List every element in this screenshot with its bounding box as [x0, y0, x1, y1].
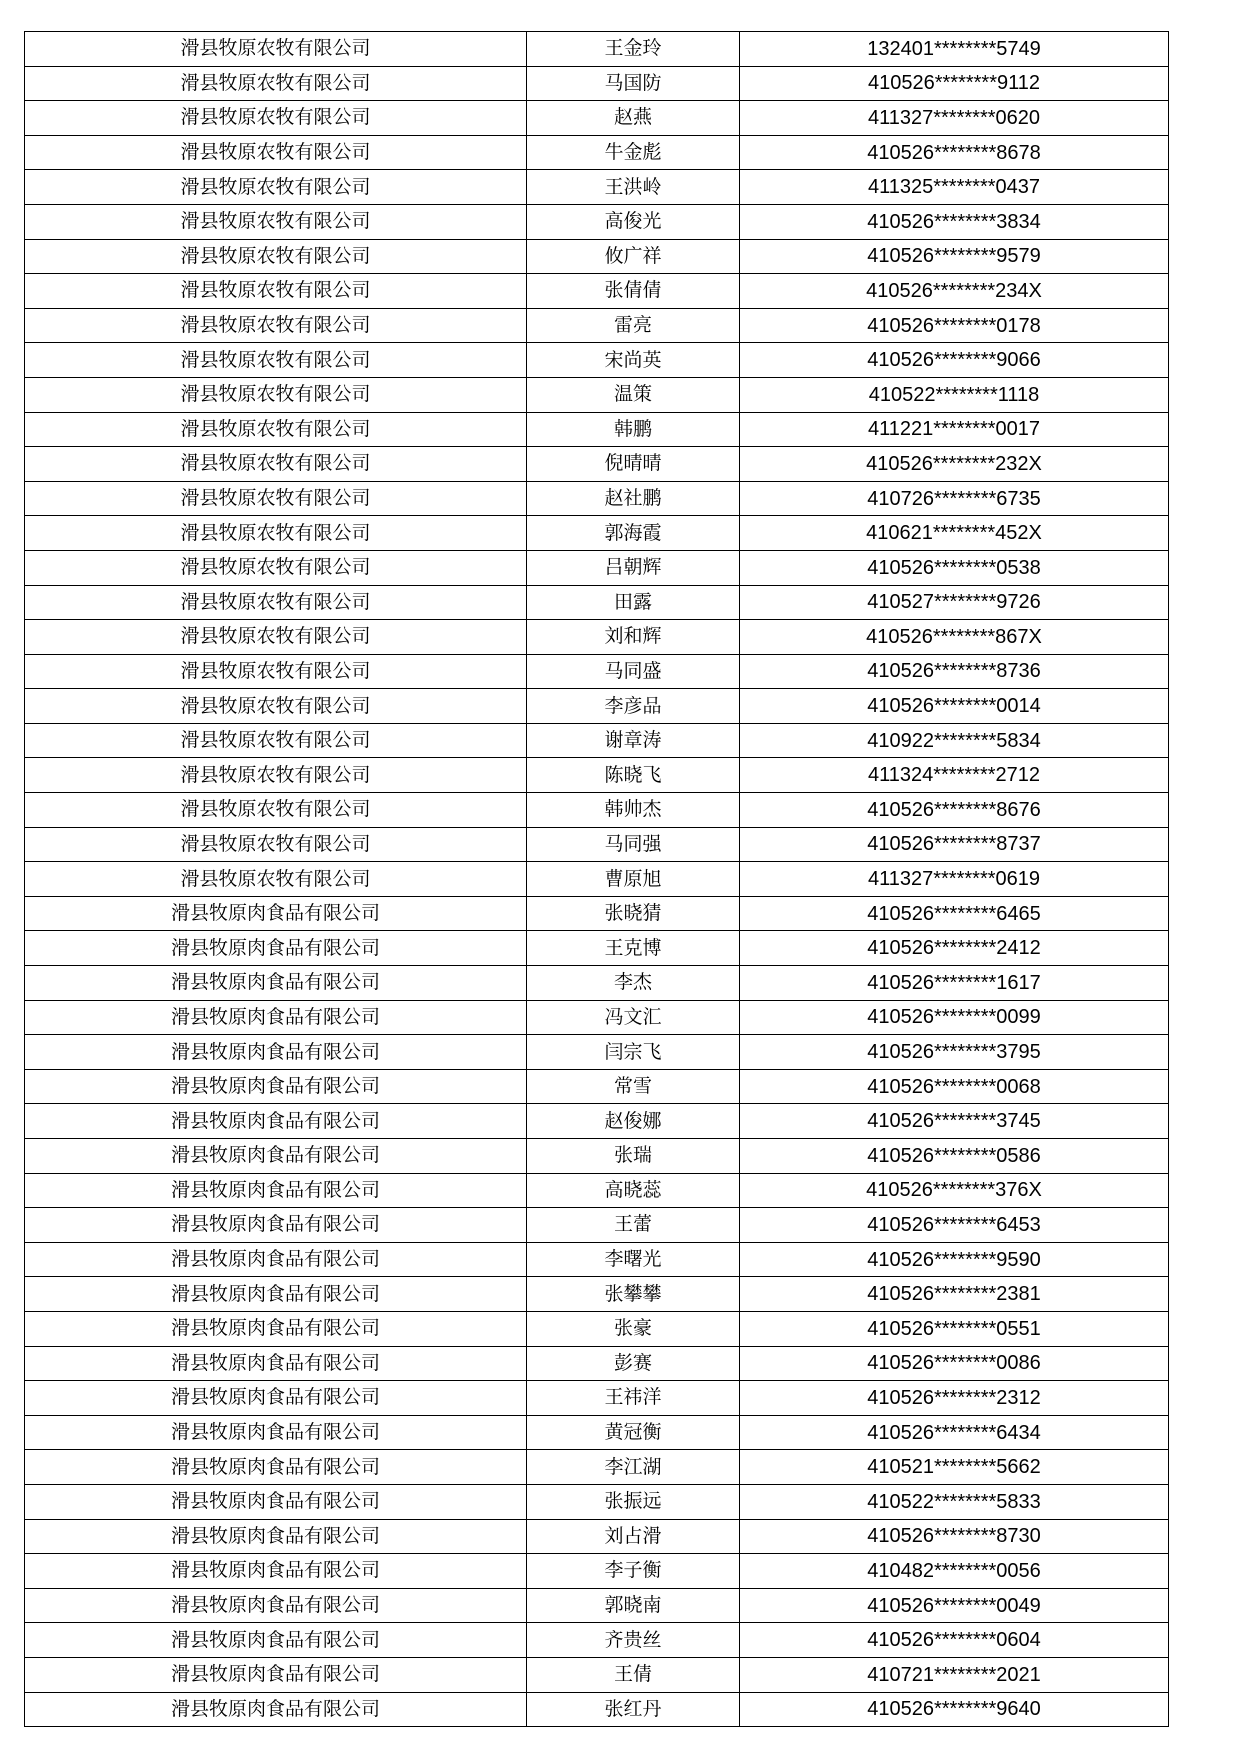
- table-row: [25, 966, 1169, 1001]
- name-cell: 张攀攀: [527, 1277, 740, 1312]
- table-row: [25, 1069, 1169, 1104]
- company-cell: 滑县牧原农牧有限公司: [25, 620, 527, 655]
- company-cell: 滑县牧原肉食品有限公司: [25, 1484, 527, 1519]
- company-cell: 滑县牧原肉食品有限公司: [25, 1519, 527, 1554]
- company-cell: 滑县牧原农牧有限公司: [25, 793, 527, 828]
- name-cell: 高晓蕊: [527, 1173, 740, 1208]
- id-number-cell: 411325********0437: [740, 170, 1169, 205]
- id-number-cell: 410526********0014: [740, 689, 1169, 724]
- id-number-cell: 132401********5749: [740, 32, 1169, 67]
- id-number-cell: 410522********1118: [740, 377, 1169, 412]
- company-cell: 滑县牧原农牧有限公司: [25, 239, 527, 274]
- table-row: [25, 1623, 1169, 1658]
- name-cell: 赵社鹏: [527, 481, 740, 516]
- name-cell: 常雪: [527, 1069, 740, 1104]
- name-cell: 王倩: [527, 1657, 740, 1692]
- table-row: [25, 481, 1169, 516]
- id-number-cell: 410526********8736: [740, 654, 1169, 689]
- id-number-cell: 410526********9640: [740, 1692, 1169, 1727]
- company-cell: 滑县牧原肉食品有限公司: [25, 1381, 527, 1416]
- id-number-cell: 411327********0619: [740, 862, 1169, 897]
- id-number-cell: 410526********2312: [740, 1381, 1169, 1416]
- name-cell: 韩鹏: [527, 412, 740, 447]
- company-cell: 滑县牧原农牧有限公司: [25, 204, 527, 239]
- name-cell: 牛金彪: [527, 135, 740, 170]
- table-row: [25, 343, 1169, 378]
- name-cell: 倪晴晴: [527, 447, 740, 482]
- name-cell: 冯文汇: [527, 1000, 740, 1035]
- id-number-cell: 410526********9579: [740, 239, 1169, 274]
- name-cell: 张豪: [527, 1311, 740, 1346]
- name-cell: 张红丹: [527, 1692, 740, 1727]
- id-number-cell: 410526********2412: [740, 931, 1169, 966]
- name-cell: 马同强: [527, 827, 740, 862]
- table-row: [25, 1208, 1169, 1243]
- id-number-cell: 410526********2381: [740, 1277, 1169, 1312]
- company-cell: 滑县牧原农牧有限公司: [25, 447, 527, 482]
- company-cell: 滑县牧原肉食品有限公司: [25, 1208, 527, 1243]
- company-cell: 滑县牧原农牧有限公司: [25, 516, 527, 551]
- name-cell: 高俊光: [527, 204, 740, 239]
- company-cell: 滑县牧原肉食品有限公司: [25, 966, 527, 1001]
- id-number-cell: 410922********5834: [740, 723, 1169, 758]
- table-row: [25, 1588, 1169, 1623]
- company-cell: 滑县牧原肉食品有限公司: [25, 1035, 527, 1070]
- table-row: [25, 239, 1169, 274]
- company-cell: 滑县牧原肉食品有限公司: [25, 1623, 527, 1658]
- table-row: [25, 1346, 1169, 1381]
- company-cell: 滑县牧原肉食品有限公司: [25, 896, 527, 931]
- table-row: [25, 862, 1169, 897]
- name-cell: 闫宗飞: [527, 1035, 740, 1070]
- table-row: [25, 412, 1169, 447]
- name-cell: 李彦品: [527, 689, 740, 724]
- table-row: [25, 1554, 1169, 1589]
- id-number-cell: 411324********2712: [740, 758, 1169, 793]
- company-cell: 滑县牧原肉食品有限公司: [25, 1588, 527, 1623]
- id-number-cell: 410526********867X: [740, 620, 1169, 655]
- table-row: [25, 758, 1169, 793]
- table-row: [25, 447, 1169, 482]
- id-number-cell: 410721********2021: [740, 1657, 1169, 1692]
- table-row: [25, 204, 1169, 239]
- name-cell: 张瑞: [527, 1139, 740, 1174]
- name-cell: 宋尚英: [527, 343, 740, 378]
- table-row: [25, 723, 1169, 758]
- employee-table-body: [25, 32, 1169, 1727]
- table-row: [25, 1381, 1169, 1416]
- name-cell: 攸广祥: [527, 239, 740, 274]
- company-cell: 滑县牧原农牧有限公司: [25, 654, 527, 689]
- name-cell: 谢章涛: [527, 723, 740, 758]
- company-cell: 滑县牧原农牧有限公司: [25, 32, 527, 67]
- company-cell: 滑县牧原肉食品有限公司: [25, 1242, 527, 1277]
- name-cell: 王金玲: [527, 32, 740, 67]
- table-row: [25, 793, 1169, 828]
- name-cell: 陈晓飞: [527, 758, 740, 793]
- company-cell: 滑县牧原肉食品有限公司: [25, 1311, 527, 1346]
- table-row: [25, 32, 1169, 67]
- name-cell: 张振远: [527, 1484, 740, 1519]
- id-number-cell: 410526********8678: [740, 135, 1169, 170]
- name-cell: 赵俊娜: [527, 1104, 740, 1139]
- company-cell: 滑县牧原肉食品有限公司: [25, 1657, 527, 1692]
- name-cell: 赵燕: [527, 101, 740, 136]
- company-cell: 滑县牧原农牧有限公司: [25, 585, 527, 620]
- name-cell: 齐贵丝: [527, 1623, 740, 1658]
- company-cell: 滑县牧原肉食品有限公司: [25, 1277, 527, 1312]
- company-cell: 滑县牧原农牧有限公司: [25, 170, 527, 205]
- table-row: [25, 101, 1169, 136]
- name-cell: 曹原旭: [527, 862, 740, 897]
- name-cell: 彭赛: [527, 1346, 740, 1381]
- company-cell: 滑县牧原肉食品有限公司: [25, 1069, 527, 1104]
- company-cell: 滑县牧原肉食品有限公司: [25, 1692, 527, 1727]
- name-cell: 刘和辉: [527, 620, 740, 655]
- table-row: [25, 931, 1169, 966]
- name-cell: 田露: [527, 585, 740, 620]
- id-number-cell: 410621********452X: [740, 516, 1169, 551]
- id-number-cell: 410526********0586: [740, 1139, 1169, 1174]
- name-cell: 郭海霞: [527, 516, 740, 551]
- name-cell: 温策: [527, 377, 740, 412]
- company-cell: 滑县牧原肉食品有限公司: [25, 1346, 527, 1381]
- name-cell: 郭晓南: [527, 1588, 740, 1623]
- table-row: [25, 135, 1169, 170]
- table-row: [25, 1173, 1169, 1208]
- id-number-cell: 410526********376X: [740, 1173, 1169, 1208]
- table-row: [25, 620, 1169, 655]
- id-number-cell: 410526********0178: [740, 308, 1169, 343]
- id-number-cell: 410526********3745: [740, 1104, 1169, 1139]
- table-row: [25, 1484, 1169, 1519]
- id-number-cell: 410526********232X: [740, 447, 1169, 482]
- company-cell: 滑县牧原肉食品有限公司: [25, 1554, 527, 1589]
- id-number-cell: 410526********234X: [740, 274, 1169, 309]
- name-cell: 刘占滑: [527, 1519, 740, 1554]
- id-number-cell: 410526********9066: [740, 343, 1169, 378]
- company-cell: 滑县牧原农牧有限公司: [25, 550, 527, 585]
- company-cell: 滑县牧原农牧有限公司: [25, 135, 527, 170]
- name-cell: 李子衡: [527, 1554, 740, 1589]
- id-number-cell: 411221********0017: [740, 412, 1169, 447]
- company-cell: 滑县牧原农牧有限公司: [25, 66, 527, 101]
- table-row: [25, 1657, 1169, 1692]
- name-cell: 张倩倩: [527, 274, 740, 309]
- id-number-cell: 410526********8730: [740, 1519, 1169, 1554]
- id-number-cell: 410526********0604: [740, 1623, 1169, 1658]
- company-cell: 滑县牧原肉食品有限公司: [25, 931, 527, 966]
- id-number-cell: 410526********6453: [740, 1208, 1169, 1243]
- company-cell: 滑县牧原农牧有限公司: [25, 758, 527, 793]
- company-cell: 滑县牧原农牧有限公司: [25, 101, 527, 136]
- id-number-cell: 410527********9726: [740, 585, 1169, 620]
- id-number-cell: 410526********0099: [740, 1000, 1169, 1035]
- company-cell: 滑县牧原农牧有限公司: [25, 377, 527, 412]
- name-cell: 韩帅杰: [527, 793, 740, 828]
- company-cell: 滑县牧原农牧有限公司: [25, 689, 527, 724]
- company-cell: 滑县牧原农牧有限公司: [25, 862, 527, 897]
- company-cell: 滑县牧原肉食品有限公司: [25, 1415, 527, 1450]
- table-row: [25, 827, 1169, 862]
- id-number-cell: 410526********3795: [740, 1035, 1169, 1070]
- table-row: [25, 550, 1169, 585]
- id-number-cell: 410526********6434: [740, 1415, 1169, 1450]
- name-cell: 王祎洋: [527, 1381, 740, 1416]
- id-number-cell: 410526********0049: [740, 1588, 1169, 1623]
- table-row: [25, 1450, 1169, 1485]
- table-row: [25, 1139, 1169, 1174]
- name-cell: 吕朝辉: [527, 550, 740, 585]
- table-row: [25, 1692, 1169, 1727]
- table-row: [25, 896, 1169, 931]
- company-cell: 滑县牧原农牧有限公司: [25, 343, 527, 378]
- id-number-cell: 410526********9112: [740, 66, 1169, 101]
- table-row: [25, 1035, 1169, 1070]
- company-cell: 滑县牧原农牧有限公司: [25, 412, 527, 447]
- id-number-cell: 410526********3834: [740, 204, 1169, 239]
- table-row: [25, 1000, 1169, 1035]
- id-number-cell: 410482********0056: [740, 1554, 1169, 1589]
- company-cell: 滑县牧原肉食品有限公司: [25, 1000, 527, 1035]
- id-number-cell: 410522********5833: [740, 1484, 1169, 1519]
- table-row: [25, 689, 1169, 724]
- company-cell: 滑县牧原肉食品有限公司: [25, 1139, 527, 1174]
- table-row: [25, 516, 1169, 551]
- table-row: [25, 1311, 1169, 1346]
- table-row: [25, 377, 1169, 412]
- name-cell: 黄冠衡: [527, 1415, 740, 1450]
- table-row: [25, 585, 1169, 620]
- name-cell: 李杰: [527, 966, 740, 1001]
- id-number-cell: 410526********0086: [740, 1346, 1169, 1381]
- table-row: [25, 654, 1169, 689]
- id-number-cell: 410526********9590: [740, 1242, 1169, 1277]
- id-number-cell: 410526********0551: [740, 1311, 1169, 1346]
- company-cell: 滑县牧原肉食品有限公司: [25, 1450, 527, 1485]
- name-cell: 李江湖: [527, 1450, 740, 1485]
- name-cell: 李曙光: [527, 1242, 740, 1277]
- id-number-cell: 410526********1617: [740, 966, 1169, 1001]
- name-cell: 王蕾: [527, 1208, 740, 1243]
- name-cell: 王洪岭: [527, 170, 740, 205]
- id-number-cell: 410526********0068: [740, 1069, 1169, 1104]
- table-row: [25, 1104, 1169, 1139]
- company-cell: 滑县牧原肉食品有限公司: [25, 1104, 527, 1139]
- name-cell: 王克博: [527, 931, 740, 966]
- name-cell: 张晓猜: [527, 896, 740, 931]
- id-number-cell: 411327********0620: [740, 101, 1169, 136]
- table-row: [25, 1519, 1169, 1554]
- table-row: [25, 308, 1169, 343]
- table-row: [25, 274, 1169, 309]
- company-cell: 滑县牧原农牧有限公司: [25, 274, 527, 309]
- name-cell: 马国防: [527, 66, 740, 101]
- id-number-cell: 410526********8676: [740, 793, 1169, 828]
- id-number-cell: 410526********6465: [740, 896, 1169, 931]
- name-cell: 雷亮: [527, 308, 740, 343]
- id-number-cell: 410526********8737: [740, 827, 1169, 862]
- id-number-cell: 410521********5662: [740, 1450, 1169, 1485]
- company-cell: 滑县牧原农牧有限公司: [25, 481, 527, 516]
- company-cell: 滑县牧原农牧有限公司: [25, 827, 527, 862]
- table-row: [25, 1277, 1169, 1312]
- table-row: [25, 1242, 1169, 1277]
- table-row: [25, 1415, 1169, 1450]
- name-cell: 马同盛: [527, 654, 740, 689]
- id-number-cell: 410526********0538: [740, 550, 1169, 585]
- company-cell: 滑县牧原肉食品有限公司: [25, 1173, 527, 1208]
- company-cell: 滑县牧原农牧有限公司: [25, 723, 527, 758]
- employee-table: [24, 31, 1169, 1727]
- id-number-cell: 410726********6735: [740, 481, 1169, 516]
- company-cell: 滑县牧原农牧有限公司: [25, 308, 527, 343]
- table-row: [25, 170, 1169, 205]
- table-row: [25, 66, 1169, 101]
